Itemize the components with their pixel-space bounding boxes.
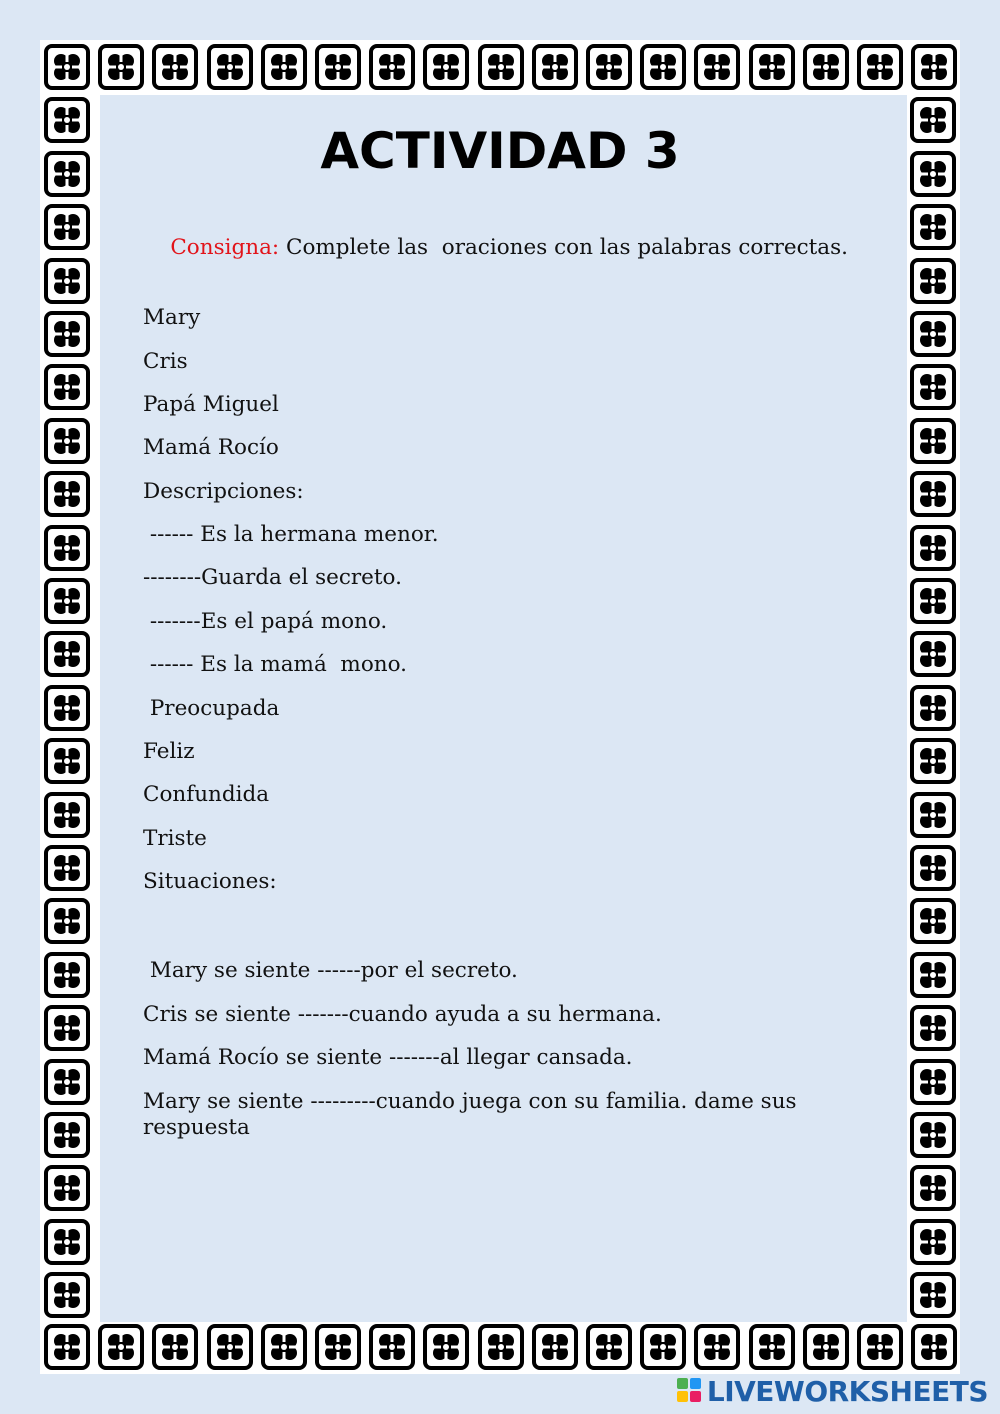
- border-flower-icon: [44, 471, 90, 517]
- instruction-text: Complete las oraciones con las palabras correctas.: [279, 234, 848, 260]
- border-flower-icon: [98, 1324, 144, 1370]
- border-flower-icon: [44, 1324, 90, 1370]
- border-flower-icon: [910, 471, 956, 517]
- name-item: Cris: [143, 348, 188, 374]
- border-flower-icon: [910, 364, 956, 410]
- border-flower-icon: [315, 44, 361, 90]
- border-flower-icon: [44, 1219, 90, 1265]
- page-title: ACTIVIDAD 3: [320, 122, 680, 180]
- border-flower-icon: [911, 44, 957, 90]
- situation-item: Mary se siente ------por el secreto.: [143, 958, 518, 984]
- border-flower-icon: [44, 738, 90, 784]
- spacer: [143, 912, 863, 958]
- border-flower-icon: [44, 792, 90, 838]
- border-flower-icon: [910, 1165, 956, 1211]
- border-flower-icon: [910, 738, 956, 784]
- border-flower-icon: [44, 1059, 90, 1105]
- border-flower-icon: [207, 1324, 253, 1370]
- border-flower-icon: [44, 685, 90, 731]
- border-flower-icon: [910, 258, 956, 304]
- border-flower-icon: [694, 44, 740, 90]
- border-flower-icon: [803, 44, 849, 90]
- border-flower-icon: [749, 44, 795, 90]
- worksheet-content: [143, 208, 863, 1159]
- situation-item: Mary se siente ---------cuando juega con su familia. dame sus respuesta: [143, 1088, 804, 1141]
- border-flower-icon: [910, 525, 956, 571]
- border-flower-icon: [44, 631, 90, 677]
- border-flower-icon: [478, 1324, 524, 1370]
- border-flower-icon: [44, 845, 90, 891]
- border-flower-icon: [44, 1005, 90, 1051]
- emotion-item: Confundida: [143, 782, 270, 808]
- border-flower-icon: [315, 1324, 361, 1370]
- border-flower-icon: [152, 1324, 198, 1370]
- border-flower-icon: [586, 1324, 632, 1370]
- situation-item: Cris se siente -------cuando ayuda a su hermana.: [143, 1001, 662, 1027]
- border-flower-icon: [44, 311, 90, 357]
- instruction-label: Consigna:: [170, 234, 280, 260]
- border-flower-icon: [910, 685, 956, 731]
- border-flower-icon: [152, 44, 198, 90]
- border-flower-icon: [586, 44, 632, 90]
- border-flower-icon: [369, 44, 415, 90]
- border-flower-icon: [910, 1112, 956, 1158]
- border-flower-icon: [803, 1324, 849, 1370]
- descripciones-heading: Descripciones:: [143, 478, 304, 504]
- description-item: ------ Es la hermana menor.: [143, 522, 439, 547]
- liveworksheets-watermark: [677, 1374, 988, 1408]
- border-flower-icon: [44, 1112, 90, 1158]
- liveworksheets-logo-icon: [677, 1378, 703, 1404]
- border-flower-icon: [910, 952, 956, 998]
- border-flower-icon: [44, 952, 90, 998]
- border-flower-icon: [478, 44, 524, 90]
- description-item: ------ Es la mamá mono.: [143, 652, 408, 678]
- emotion-item: Triste: [143, 825, 207, 851]
- border-flower-icon: [910, 1005, 956, 1051]
- border-flower-icon: [910, 1059, 956, 1105]
- border-flower-icon: [44, 1165, 90, 1211]
- border-flower-icon: [640, 1324, 686, 1370]
- border-flower-icon: [911, 1324, 957, 1370]
- border-flower-icon: [44, 578, 90, 624]
- name-item: Papá Miguel: [143, 391, 279, 417]
- name-item: Mamá Rocío: [143, 435, 279, 461]
- border-flower-icon: [44, 258, 90, 304]
- border-flower-icon: [749, 1324, 795, 1370]
- border-flower-icon: [910, 631, 956, 677]
- border-flower-icon: [910, 792, 956, 838]
- border-flower-icon: [369, 1324, 415, 1370]
- border-flower-icon: [910, 845, 956, 891]
- description-item: -------Es el papá mono.: [143, 608, 388, 634]
- border-flower-icon: [694, 1324, 740, 1370]
- description-item: --------Guarda el secreto.: [143, 565, 402, 591]
- border-flower-icon: [44, 1272, 90, 1318]
- border-flower-icon: [532, 1324, 578, 1370]
- situation-item: Mamá Rocío se siente -------al llegar cansada.: [143, 1045, 633, 1071]
- border-flower-icon: [98, 44, 144, 90]
- border-flower-icon: [857, 44, 903, 90]
- border-flower-icon: [910, 898, 956, 944]
- border-flower-icon: [532, 44, 578, 90]
- border-flower-icon: [44, 525, 90, 571]
- name-item: Mary: [143, 305, 201, 331]
- instruction: [143, 208, 863, 289]
- watermark-text: LIVEWORKSHEETS: [706, 1374, 988, 1408]
- situaciones-heading: Situaciones:: [143, 869, 277, 894]
- emotion-item: Feliz: [143, 738, 195, 764]
- border-flower-icon: [640, 44, 686, 90]
- border-flower-icon: [44, 44, 90, 90]
- border-flower-icon: [44, 898, 90, 944]
- emotion-item: Preocupada: [143, 695, 280, 721]
- border-flower-icon: [261, 1324, 307, 1370]
- border-flower-icon: [910, 1219, 956, 1265]
- border-flower-icon: [910, 578, 956, 624]
- border-flower-icon: [207, 44, 253, 90]
- border-flower-icon: [44, 204, 90, 250]
- border-flower-icon: [910, 311, 956, 357]
- border-flower-icon: [423, 44, 469, 90]
- border-flower-icon: [910, 418, 956, 464]
- border-flower-icon: [44, 418, 90, 464]
- border-flower-icon: [44, 364, 90, 410]
- border-flower-icon: [261, 44, 307, 90]
- border-flower-icon: [910, 204, 956, 250]
- border-flower-icon: [857, 1324, 903, 1370]
- border-flower-icon: [423, 1324, 469, 1370]
- border-flower-icon: [910, 1272, 956, 1318]
